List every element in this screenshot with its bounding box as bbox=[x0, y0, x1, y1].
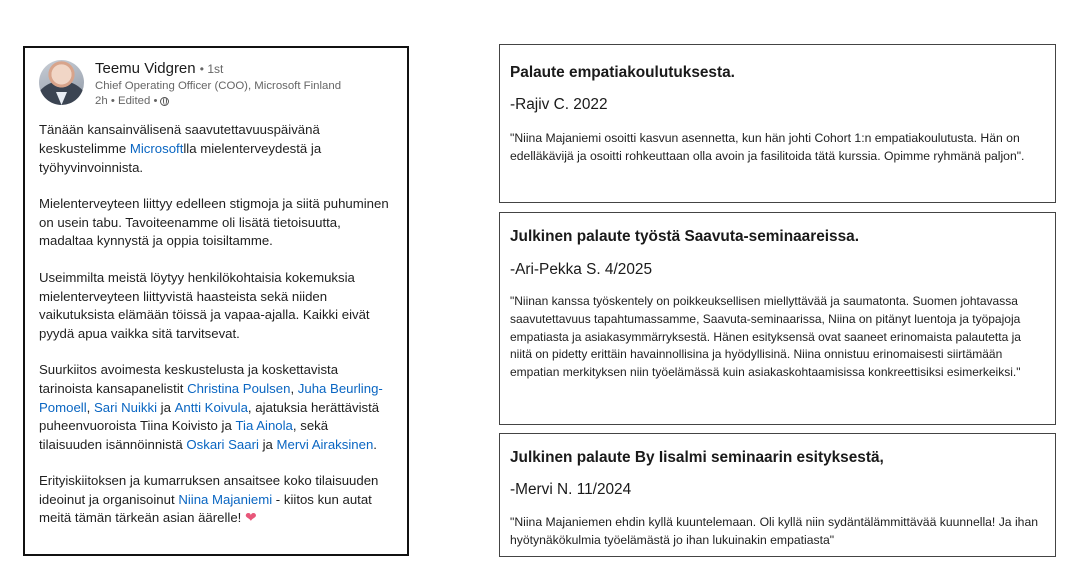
post-time bbox=[95, 95, 341, 109]
author-name[interactable]: Teemu Vidgren bbox=[95, 60, 196, 77]
feedback-title: Julkinen palaute By Iisalmi seminaarin esityksestä, bbox=[510, 449, 884, 466]
feedback-card bbox=[499, 433, 1056, 557]
author-title: Chief Operating Officer (COO), Microsoft Finland bbox=[95, 80, 342, 92]
post-paragraph: Useimmilta meistä löytyy henkilökohtaisia kokemuksia mielenterveyteen liittyvistä haasteista sekä niiden vaikutuksista elämään töissä ja vapaa-ajalla. Kaikki eivät pyydä apua vaikka sitä tarvitsevat. bbox=[39, 269, 370, 341]
feedback-card bbox=[499, 44, 1056, 203]
mention-oskari-saari[interactable]: Oskari Saari bbox=[186, 436, 259, 452]
globe-icon bbox=[160, 97, 169, 106]
connection-degree: • 1st bbox=[199, 62, 224, 76]
mention-sari-nuikki[interactable]: Sari Nuikki bbox=[93, 399, 158, 415]
feedback-author: -Mervi N. 11/2024 bbox=[510, 481, 632, 498]
feedback-card bbox=[499, 212, 1056, 425]
feedback-quote: "Niina Majaniemen ehdin kyllä kuuntelemaan. Oli kyllä niin sydäntälämmittävää kuunnella! Ja ihan hyötynäkökulmia työelämästä jo ihan lukuinakin empatiasta" bbox=[510, 515, 1038, 547]
post-paragraph: Erityiskiitoksen ja kumarruksen ansaitsee koko tilaisuuden ideoinut ja organisoinut Niina Majaniemi - kiitos kun autat meitä tämän tärkeän asian äärelle! ❤ bbox=[39, 473, 379, 526]
post-paragraph: Suurkiitos avoimesta keskustelusta ja koskettavista tarinoista kansapanelistit Christina Poulsen, Juha Beurling-Pomoell, Sari Nuikki ja Antti Koivula, ajatuksia herättävistä puheenvuoroista Tiina Koivisto ja Tia Ainola, sekä tilaisuuden isännöinnistä Oskari Saari ja Mervi Airaksinen. bbox=[39, 362, 383, 452]
linkedin-post bbox=[23, 46, 409, 556]
heart-icon: ❤ bbox=[244, 509, 257, 526]
feedback-title: Julkinen palaute työstä Saavuta-seminaareissa. bbox=[510, 228, 860, 245]
mention-niina-majaniemi[interactable]: Niina Majaniemi bbox=[178, 491, 273, 507]
mention-antti-koivula[interactable]: Antti Koivula bbox=[174, 399, 248, 415]
feedback-title: Palaute empatiakoulutuksesta. bbox=[510, 64, 735, 81]
post-paragraph: Mielenterveyteen liittyy edelleen stigmoja ja siitä puhuminen on usein tabu. Tavoiteenamme oli lisätä tietoisuutta, madaltaa kynnystä ja oppia toisiltamme. bbox=[39, 196, 389, 249]
post-paragraph: Tänään kansainvälisenä saavutettavuuspäivänä keskustelimme Microsoftlla mielenterveydestä ja työhyvinvoinnista. bbox=[39, 122, 322, 175]
mention-tia-ainola[interactable]: Tia Ainola bbox=[235, 418, 293, 434]
mention-mervi-airaksinen[interactable]: Mervi Airaksinen bbox=[276, 436, 374, 452]
feedback-quote: "Niina Majaniemi osoitti kasvun asennetta, kun hän johti Cohort 1:n empatiakoulutusta. Hän on edelläkävijä ja osoitti rohkeuttaan olla avoin ja fasilitoida tätä kurssia. Opimme ryhmänä paljon". bbox=[510, 131, 1025, 163]
feedback-author: -Ari-Pekka S. 4/2025 bbox=[510, 261, 653, 278]
mention-microsoft[interactable]: Microsoft bbox=[129, 140, 184, 156]
post-body bbox=[39, 121, 393, 528]
author-meta bbox=[95, 60, 341, 108]
mention-juha-beurling-pomoell[interactable]: Juha Beurling-Pomoell bbox=[39, 380, 383, 415]
avatar[interactable] bbox=[39, 60, 84, 105]
feedback-quote: "Niinan kanssa työskentely on poikkeuksellisen miellyttävää ja saumatonta. Suomen johtavassa saavutettavuus tapahtumassamme, Saavuta-seminaarissa, Niina on pitänyt luentoja ja työpajoja empatiasta ja asiakasymmärryksestä. Hänen esityksensä ovat saaneet erinomaista palautetta ja niitä on pidetty erittäin havainnollisina ja hyödyllisinä. Niina onnistuu erinomaisesti siirtämään empatian merkityksen niin työelämässä kuin asiakaskohtaamisissa konkreettisiksi esimerkeiksi." bbox=[510, 294, 1021, 380]
feedback-author: -Rajiv C. 2022 bbox=[510, 96, 608, 113]
post-header bbox=[39, 60, 393, 108]
mention-christina-poulsen[interactable]: Christina Poulsen bbox=[187, 380, 291, 396]
post-timestamp: 2h • Edited • bbox=[95, 94, 158, 107]
